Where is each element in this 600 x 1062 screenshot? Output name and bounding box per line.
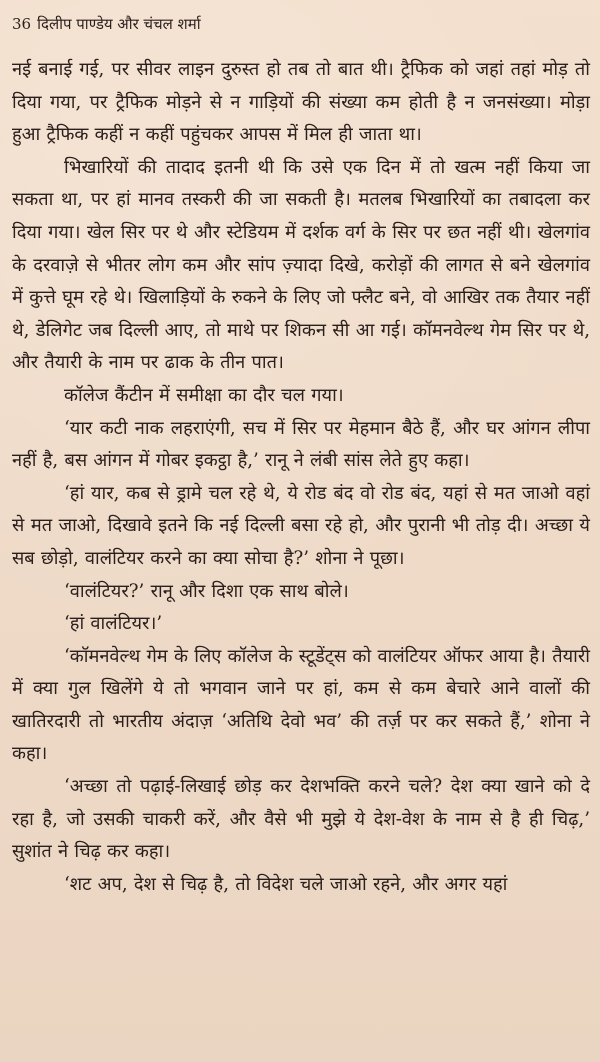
paragraph: ‘वालंटियर?’ रानू और दिशा एक साथ बोले। — [64, 580, 349, 602]
paragraph-continued: नई बनाई गई, पर सीवर लाइन दुरुस्त हो तब तो बात थी। ट्रैफिक को जहां तहां मोड़ तो दिया गया, पर ट्रैफिक मोड़ने से न गाड़ियों की संख्या कम होती है न जनसंख्या। मोड़ा हुआ ट्रैफिक कहीं न कहीं पहुंचकर आपस में मिल ही जाता था। — [12, 59, 590, 146]
page-body — [12, 54, 590, 901]
paragraph: कॉलेज कैंटीन में समीक्षा का दौर चल गया। — [64, 384, 344, 406]
paragraph: ‘अच्छा तो पढ़ाई-लिखाई छोड़ कर देशभक्ति करने चले? देश क्या खाने को दे रहा है, जो उसकी चाकरी करें, और वैसे भी मुझे ये देश-वेश के नाम से है ही चिढ़,’ सुशांत ने चिढ़ कर कहा। — [12, 776, 590, 863]
paragraph: ‘शट अप, देश से चिढ़ है, तो विदेश चले जाओ रहने, और अगर यहां — [64, 873, 508, 895]
paragraph: ‘हां यार, कब से ड्रामे चल रहे थे, ये रोड बंद वो रोड बंद, यहां से मत जाओ वहां से मत जाओ, दिखावे इतने कि नई दिल्ली बसा रहे हो, और पुरानी भी तोड़ दी। अच्छा ये सब छोड़ो, वालंटियर करने का क्या सोचा है?’ शोना ने पूछा। — [12, 482, 590, 569]
paragraph: ‘हां वालंटियर।’ — [64, 613, 163, 635]
running-head — [12, 14, 590, 34]
running-head-authors: दिलीप पाण्डेय और चंचल शर्मा — [37, 15, 201, 33]
paragraph: ‘यार कटी नाक लहराएंगी, सच में सिर पर मेहमान बैठे हैं, और घर आंगन लीपा नहीं है, बस आंगन में गोबर इकट्ठा है,’ रानू ने लंबी सांस लेते हुए कहा। — [12, 417, 590, 472]
paragraph: भिखारियों की तादाद इतनी थी कि उसे एक दिन में तो खत्म नहीं किया जा सकता था, पर हां मानव तस्करी की जा सकती है। मतलब भिखारियों का तबादला कर दिया गया। खेल सिर पर थे और स्टेडियम में दर्शक वर्ग के सिर पर छत नहीं थी। खेलगांव के दरवाज़े से भीतर लोग कम और सांप ज़्यादा दिखे, करोड़ों की लागत से बने खेलगांव में कुत्ते घूम रहे थे। खिलाड़ियों के रुकने के लिए जो फ्लैट बने, वो आखिर तक तैयार नहीं थे, डेलिगेट जब दिल्ली आए, तो माथे पर शिकन सी आ गई। कॉमनवेल्थ गेम सिर पर थे, और तैयारी के नाम पर ढाक के तीन पात। — [12, 156, 590, 374]
paragraph: ‘कॉमनवेल्थ गेम के लिए कॉलेज के स्टूडेंट्स को वालंटियर ऑफर आया है। तैयारी में क्या गुल खिलेंगे ये तो भगवान जाने पर हां, कम से कम बेचारे आने वालों की खातिरदारी तो भारतीय अंदाज़ ‘अतिथि देवो भव’ की तर्ज़ पर कर सकते हैं,’ शोना ने कहा। — [12, 645, 590, 765]
page-number: 36 — [12, 15, 32, 33]
